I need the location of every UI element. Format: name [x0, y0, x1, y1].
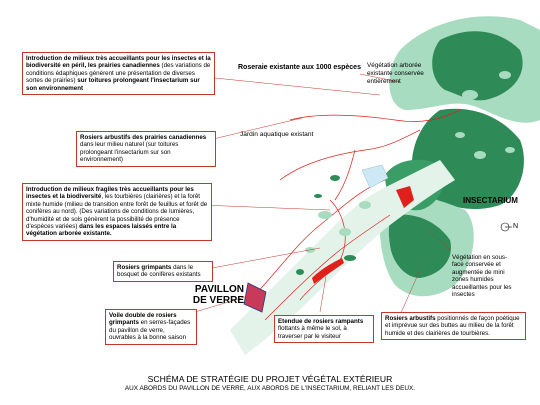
- callout-text: (des variations de conditions édaphiques génèrent une présentation de diverses sortes de prairies): [26, 62, 211, 85]
- tree-cluster: [330, 175, 340, 181]
- tree-island: [462, 90, 478, 100]
- callout-text-bold: Introduction de milieux fragiles très accueillants pour les insectes et la biodiversité: [26, 186, 194, 201]
- water-garden: [362, 165, 388, 188]
- label-vegetation-conservee: Végétation arborée existante conservée entièrement: [367, 62, 424, 85]
- callout-text-bold: Introduction de milieux très accueillants pour les insectes et la biodiversité en péril, les prairies canadiennes: [26, 55, 211, 70]
- label-pavillon-line2: DE VERRE: [192, 295, 244, 306]
- tree-island: [499, 71, 511, 79]
- callout-rosiers-grimpants: [113, 261, 213, 282]
- callout-rosiers-arbustifs: [381, 312, 526, 340]
- callout-text-bold: Etendue de rosiers rampants: [278, 318, 364, 325]
- north-label: N: [513, 223, 519, 230]
- callout-text-bold: dans les espaces laissés entre la végétation arborée existante.: [26, 223, 177, 238]
- callout-text-bold: sur toitures prolongeant l'insectarium sur son environnement: [26, 77, 200, 92]
- label-pavillon-line1: PAVILLON: [194, 284, 244, 295]
- callout-text: en serres-façades du pavillon de verre, ouvrables à la bonne saison: [109, 319, 191, 342]
- callout-prairies-milieux: [22, 52, 215, 95]
- caption-title: SCHÉMA DE STRATÉGIE DU PROJET VÉGÉTAL EXTÉRIEUR: [147, 374, 393, 384]
- callout-text-bold: Rosiers arbustifs: [385, 315, 436, 322]
- callout-voile-double: [105, 309, 197, 345]
- tree-island: [474, 151, 486, 159]
- callout-rosiers-prairies: [76, 131, 216, 167]
- glass-pavilion: [244, 283, 266, 312]
- callout-text: dans le bosquet de conifères existants: [117, 264, 201, 279]
- leader-line: [200, 205, 330, 210]
- label-pavillon-de-verre: [192, 284, 244, 306]
- tree-island: [505, 147, 515, 153]
- callout-text: (Des variations de conditions de lumières, d'humidité et de sols génèrent la possibilité de présence d'espèces variées): [26, 208, 195, 231]
- label-vegetation-sous-face: Végétation en sous-face conservée et augmentée de mini zones humides accueillantes pour les insectes: [452, 254, 512, 299]
- callout-text: positionnés de façon poétique et imprévue sur des buttes au milieu de la forêt humide et des clairières de tourbières.: [385, 315, 520, 337]
- label-insectarium: INSECTARIUM: [463, 196, 518, 205]
- tree-island: [339, 228, 351, 236]
- caption-subtitle: AUX ABORDS DU PAVILLON DE VERRE, AUX ABORDS DE L'INSECTARIUM, RELIANT LES DEUX.: [124, 385, 416, 392]
- callout-milieux-fragiles: [22, 183, 212, 241]
- tree-island: [318, 211, 332, 219]
- label-jardin-aquatique: Jardin aquatique existant: [240, 131, 314, 138]
- callout-text: , les tourbières (clairières) et la forêt mixte humide (milieu de transition entre forêt de feuillus et forêt de conifères au nord).: [26, 193, 208, 216]
- tree-cluster: [296, 269, 304, 275]
- callout-text-bold: Rosiers arbustifs des prairies canadiennes: [80, 134, 207, 141]
- callout-text-bold: Voile double de rosiers grimpants: [109, 312, 177, 327]
- label-roseraie: Roseraie existante aux 1000 espèces: [238, 64, 361, 71]
- callout-etendue-rosiers: [274, 315, 374, 343]
- tree-island: [455, 132, 465, 138]
- callout-text: flottants à même le sol, à traverser par le visiteur: [278, 325, 347, 340]
- leader-line: [215, 78, 380, 95]
- tree-cluster: [344, 255, 356, 261]
- tree-cluster: [314, 194, 322, 198]
- callout-text: dans leur milieu naturel (sur toitures prolongeant l'insectarium sur son environnement): [80, 141, 179, 164]
- tree-island: [359, 201, 371, 209]
- callout-text-bold: Rosiers grimpants: [117, 264, 172, 271]
- path-outline-6: [335, 150, 355, 200]
